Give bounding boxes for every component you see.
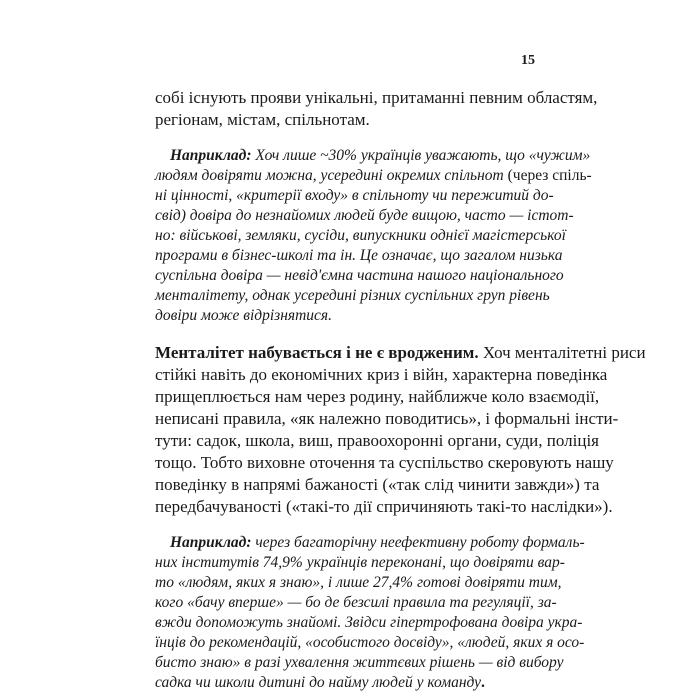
paragraph2-line: прищеплюється нам через родину, найближче коло взаємодії,	[155, 387, 600, 406]
example2-line: бисто знаю» в разі ухвалення життєвих рішень — від вибору	[155, 654, 564, 671]
example1-label: Наприклад:	[170, 147, 252, 164]
example1-line: довіри може відрізнятися.	[155, 307, 333, 324]
example2-label: Наприклад:	[170, 534, 252, 551]
example2-first-line	[170, 534, 585, 552]
paragraph2-line: неписані правила, «як належно поводитись», і формальні інсти-	[155, 409, 619, 428]
example2-text: садка чи школи дитині до найму людей у команду	[155, 674, 482, 691]
example2-line: кого «бачу вперше» — бо де безсилі правила та регуляції, за-	[155, 594, 557, 611]
example1-line: суспільна довіра — невід'ємна частина нашого національного	[155, 267, 564, 284]
example2-line: то «людям, яких я знаю», і лише 27,4% готові довіряти тим,	[155, 574, 562, 591]
example2-line: їнців до рекомендацій, «особистого досвіду», «людей, яких я осо-	[155, 634, 585, 651]
example2-line: них інститутів 74,9% українців переконані, що довіряти вар-	[155, 554, 565, 571]
paragraph1-line: собі існують прояви унікальні, притаманні певним областям,	[155, 88, 598, 107]
example1-line: свід) довіра до незнайомих людей буде вищою, часто — істот-	[155, 207, 574, 224]
page-number: 15	[521, 53, 535, 68]
example1-roman-text: (через спіль-	[507, 167, 592, 184]
paragraph2-line: тощо. Тобто виховне оточення та суспільство скеровують нашу	[155, 453, 614, 472]
example2-period: .	[481, 674, 485, 691]
paragraph2-line: стійкі навіть до економічних криз і війн, характерна поведінка	[155, 365, 608, 384]
paragraph2-line: поведінку в напрямі бажаності («так слід чинити завжди») та	[155, 475, 600, 494]
paragraph2-bold-lead: Менталітет набувається і не є вродженим.	[155, 343, 479, 362]
example1-text: людям довіряти можна, усередині окремих спільнот	[155, 167, 508, 184]
paragraph2-line: тути: садок, школа, виш, правоохоронні органи, суди, поліція	[155, 431, 600, 450]
paragraph2-text: Хоч менталітетні риси	[478, 343, 646, 362]
example2-last-line	[155, 674, 485, 692]
example1-line: програми в бізнес-школі та ін. Це означає, що загалом низька	[155, 247, 563, 264]
example1-line: но: військові, земляки, сусіди, випускники однієї магістерської	[155, 227, 566, 244]
example1-line	[155, 167, 592, 185]
paragraph2-line: передбачуваності («такі-то дії спричиняють такі-то наслідки»).	[155, 497, 613, 516]
paragraph2-first-line	[155, 343, 646, 363]
example1-text: Хоч лише ~30% українців уважають, що «чужим»	[251, 147, 591, 164]
example2-text: через багаторічну неефективну роботу формаль-	[251, 534, 585, 551]
example1-line: менталітету, однак усередині різних суспільних груп рівень	[155, 287, 550, 304]
example1-first-line	[170, 147, 591, 165]
example2-line: вжди допоможуть знайомі. Звідси гіпертрофована довіра укра-	[155, 614, 583, 631]
paragraph1-line: регіонам, містам, спільнотам.	[155, 110, 370, 129]
example1-line: ні цінності, «критерії входу» в спільноту чи пережитий до-	[155, 187, 554, 204]
